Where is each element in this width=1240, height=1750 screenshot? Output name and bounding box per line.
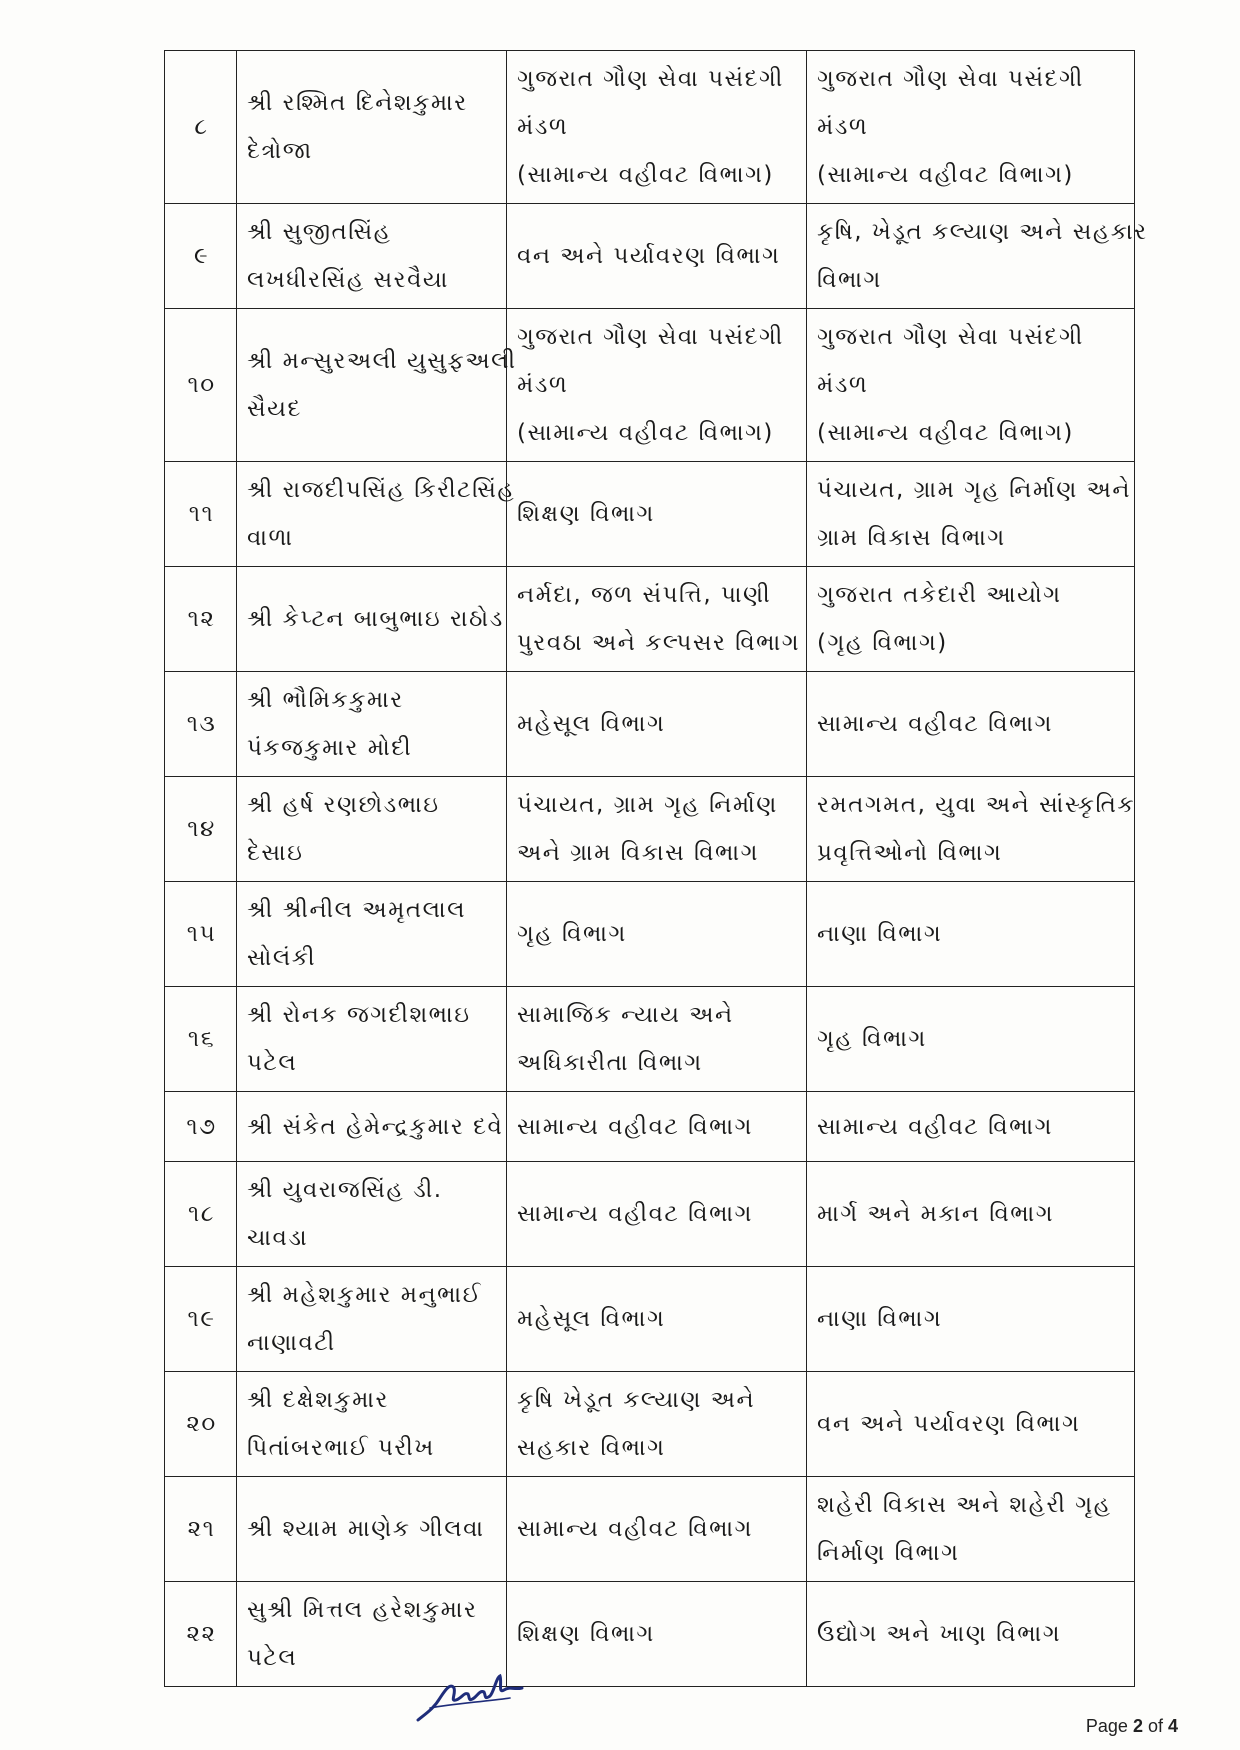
from-department-line: સામાન્ય વહીવટ વિભાગ [517,1516,753,1542]
officer-name-cell [237,987,507,1092]
to-department-line: વન અને પર્યાવરણ વિભાગ [817,1411,1081,1437]
from-department-line: શિક્ષણ વિભાગ [517,501,655,527]
page-of: of [1142,1716,1168,1736]
table-row [165,462,1135,567]
officer-name-line: પટેલ [247,1645,298,1671]
to-department-line: માર્ગ અને મકાન વિભાગ [817,1201,1055,1227]
table-row [165,51,1135,204]
to-department-cell [807,987,1135,1092]
table-body [165,51,1148,1687]
to-department-line: નાણા વિભાગ [817,1306,943,1332]
to-department-line: ગુજરાત ગૌણ સેવા પસંદગી [817,324,1084,350]
officer-name-line: વાળા [247,525,294,551]
serial-number-cell: ૧૪ [165,777,237,882]
to-department-line: રમતગમત, યુવા અને સાંસ્કૃતિક [817,792,1136,818]
officer-name-line: પંકજકુમાર મોદી [247,735,413,761]
to-department-line: નિર્માણ વિભાગ [817,1540,960,1566]
serial-number-cell: ૧૫ [165,882,237,987]
officer-name-cell [237,777,507,882]
to-department-cell [807,1582,1135,1687]
from-department-line: ગૃહ વિભાગ [517,921,627,947]
from-department-cell [507,1267,807,1372]
serial-number-cell: ૧૮ [165,1162,237,1267]
from-department-cell [507,1092,807,1162]
serial-number-cell: ૮ [165,51,237,204]
to-department-cell [807,204,1148,309]
from-department-cell [507,1477,807,1582]
to-department-cell [807,777,1135,882]
officer-name-cell [237,204,507,309]
to-department-line: સામાન્ય વહીવટ વિભાગ [817,1113,1053,1140]
to-department-cell [807,1372,1135,1477]
from-department-line: પંચાયત, ગ્રામ ગૃહ નિર્માણ [517,792,778,818]
from-department-line: ગુજરાત ગૌણ સેવા પસંદગી [517,324,784,350]
to-department-line: (સામાન્ય વહીવટ વિભાગ) [817,420,1074,446]
officer-name-line: પિતાંબરભાઈ પરીખ [247,1435,435,1461]
officer-name-line: શ્રી રોનક જગદીશભાઇ [247,1002,471,1028]
from-department-cell [507,672,807,777]
serial-number-cell: ૨૧ [165,1477,237,1582]
to-department-line: ગુજરાત તકેદારી આયોગ [817,582,1062,608]
to-department-cell [807,1477,1135,1582]
from-department-line: સામાન્ય વહીવટ વિભાગ [517,1113,753,1140]
signature-mark [410,1668,550,1728]
table-row [165,882,1135,987]
officer-name-cell [237,1372,507,1477]
to-department-cell [807,882,1135,987]
from-department-line: મહેસૂલ વિભાગ [517,711,666,737]
table-row [165,987,1135,1092]
officer-name-cell [237,1477,507,1582]
table-row [165,672,1135,777]
table-row [165,204,1135,309]
from-department-line: મહેસૂલ વિભાગ [517,1306,666,1332]
to-department-line: કૃષિ, ખેડૂત કલ્યાણ અને સહકાર [817,219,1148,245]
page-label: Page [1085,1716,1133,1736]
officer-name-line: સુશ્રી મિત્તલ હરેશકુમાર [247,1597,478,1623]
table-row [165,777,1135,882]
from-department-cell [507,1162,807,1267]
officer-name-cell [237,462,516,567]
from-department-line: સહકાર વિભાગ [517,1435,666,1461]
officer-name-line: શ્રી સંકેત હેમેન્દ્રકુમાર દવે [247,1113,504,1140]
to-department-line: પ્રવૃત્તિઓનો વિભાગ [817,840,1003,866]
officer-name-line: નાણાવટી [247,1330,336,1356]
table-row [165,309,1135,462]
from-department-cell [507,987,807,1092]
page-current: 2 [1132,1716,1143,1736]
officer-name-line: શ્રી રાજદીપસિંહ કિરીટસિંહ [247,477,516,503]
from-department-cell [507,1582,807,1687]
serial-number-cell: ૧૭ [165,1092,237,1162]
officer-name-line: લખધીરસિંહ સરવૈયા [247,267,449,293]
from-department-line: કૃષિ ખેડૂત કલ્યાણ અને [517,1387,756,1413]
officer-name-line: પટેલ [247,1050,298,1076]
officer-name-cell [237,672,507,777]
to-department-line: શહેરી વિકાસ અને શહેરી ગૃહ [817,1492,1112,1518]
transfer-table [164,50,1148,1687]
from-department-line: સામાન્ય વહીવટ વિભાગ [517,1201,753,1227]
from-department-line: અને ગ્રામ વિકાસ વિભાગ [517,840,759,866]
from-department-line: નર્મદા, જળ સંપત્તિ, પાણી [517,582,772,608]
to-department-cell [807,309,1135,462]
officer-name-line: શ્રી શ્રીનીલ અમૃતલાલ [247,897,467,923]
from-department-line: ગુજરાત ગૌણ સેવા પસંદગી [517,66,784,92]
from-department-line: શિક્ષણ વિભાગ [517,1621,655,1647]
from-department-cell [507,51,807,204]
serial-number-cell: ૨૨ [165,1582,237,1687]
table-row [165,1162,1135,1267]
to-department-line: ગુજરાત ગૌણ સેવા પસંદગી [817,66,1084,92]
from-department-line: પુરવઠા અને કલ્પસર વિભાગ [517,630,800,656]
officer-name-cell [237,1092,507,1162]
officer-name-line: દેસાઇ [247,840,304,866]
to-department-line: પંચાયત, ગ્રામ ગૃહ નિર્માણ અને [817,477,1132,503]
from-department-line: વન અને પર્યાવરણ વિભાગ [517,243,781,269]
from-department-line: મંડળ [517,372,569,398]
table-row [165,567,1135,672]
table-row [165,1092,1135,1162]
officer-name-line: દેત્રોજા [247,138,313,164]
table-row [165,1267,1135,1372]
officer-name-line: શ્રી હર્ષ રણછોડભાઇ [247,792,440,818]
from-department-cell [507,1372,807,1477]
to-department-line: ગૃહ વિભાગ [817,1026,927,1052]
to-department-line: સામાન્ય વહીવટ વિભાગ [817,711,1053,737]
from-department-line: મંડળ [517,114,569,140]
to-department-cell [807,1092,1135,1162]
officer-name-line: શ્રી દક્ષેશકુમાર [247,1387,389,1413]
from-department-cell [507,567,807,672]
to-department-line: મંડળ [817,372,869,398]
table-row [165,1582,1135,1687]
table-row [165,1477,1135,1582]
to-department-line: ગ્રામ વિકાસ વિભાગ [817,525,1006,551]
from-department-line: સામાજિક ન્યાય અને [517,1002,734,1028]
officer-name-line: ચાવડા [247,1225,309,1251]
officer-name-cell [237,1267,507,1372]
serial-number-cell: ૧૩ [165,672,237,777]
serial-number-cell: ૧૦ [165,309,237,462]
serial-number-cell: ૧૬ [165,987,237,1092]
officer-name-line: શ્રી રશ્મિત દિનેશકુમાર [247,90,468,116]
officer-name-line: શ્રી શ્યામ માણેક ગીલવા [247,1516,485,1542]
page-total: 4 [1167,1716,1178,1736]
from-department-line: અધિકારીતા વિભાગ [517,1050,703,1076]
officer-name-line: શ્રી ભૌમિકકુમાર [247,687,404,713]
officer-name-line: સોલંકી [247,945,317,971]
from-department-cell [507,882,807,987]
serial-number-cell: ૨૦ [165,1372,237,1477]
officer-name-line: સૈયદ [247,396,302,422]
to-department-cell [807,567,1135,672]
officer-name-cell [237,51,507,204]
serial-number-cell: ૧૯ [165,1267,237,1372]
officer-name-line: શ્રી મન્સુરઅલી યુસુફઅલી [247,348,517,374]
officer-name-line: શ્રી યુવરાજસિંહ ડી. [247,1177,443,1203]
from-department-cell [507,462,807,567]
to-department-cell [807,1267,1135,1372]
to-department-line: વિભાગ [817,267,882,293]
serial-number-cell: ૧૨ [165,567,237,672]
officer-name-line: શ્રી મહેશકુમાર મનુભાઈ [247,1282,482,1308]
officer-name-line: શ્રી કેપ્ટન બાબુભાઇ રાઠોડ [247,606,504,632]
to-department-cell [807,51,1135,204]
to-department-cell [807,1162,1135,1267]
from-department-cell [507,204,807,309]
to-department-line: નાણા વિભાગ [817,921,943,947]
serial-number-cell: ૧૧ [165,462,237,567]
to-department-line: (સામાન્ય વહીવટ વિભાગ) [817,162,1074,188]
table-row [165,1372,1135,1477]
officer-name-cell [237,1162,507,1267]
officer-name-line: શ્રી સુજીતસિંહ [247,219,392,245]
to-department-line: (ગૃહ વિભાગ) [817,630,948,656]
officer-name-cell [237,309,517,462]
to-department-line: મંડળ [817,114,869,140]
from-department-line: (સામાન્ય વહીવટ વિભાગ) [517,162,774,188]
to-department-cell [807,672,1135,777]
from-department-line: (સામાન્ય વહીવટ વિભાગ) [517,420,774,446]
from-department-cell [507,309,807,462]
page-number [1086,1716,1178,1737]
officer-name-cell [237,567,507,672]
from-department-cell [507,777,807,882]
to-department-line: ઉદ્યોગ અને ખાણ વિભાગ [817,1621,1062,1647]
to-department-cell [807,462,1135,567]
serial-number-cell: ૯ [165,204,237,309]
officer-name-cell [237,882,507,987]
